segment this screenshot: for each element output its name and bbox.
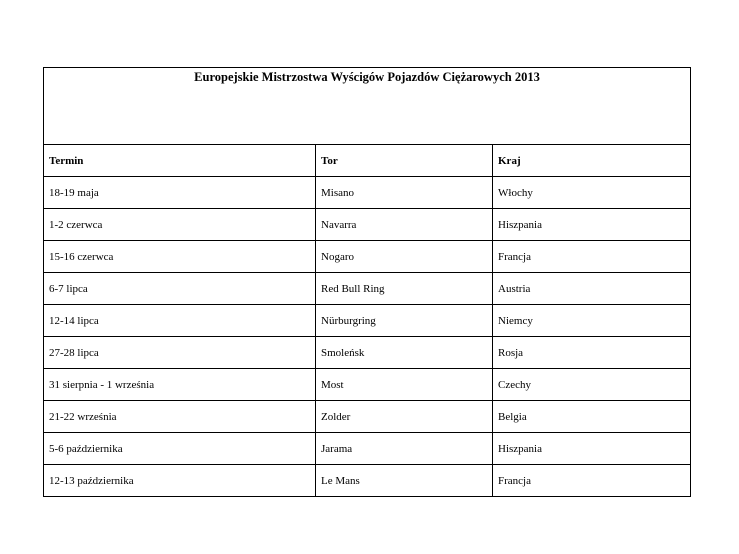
country-cell: Hiszpania xyxy=(493,433,691,465)
track-cell: Most xyxy=(316,369,493,401)
table-row xyxy=(44,433,691,465)
country-cell: Francja xyxy=(493,241,691,273)
table-row xyxy=(44,241,691,273)
track-cell: Nogaro xyxy=(316,241,493,273)
date-cell: 12-13 października xyxy=(44,465,316,497)
date-cell: 27-28 lipca xyxy=(44,337,316,369)
table-body xyxy=(44,68,691,497)
date-cell: 18-19 maja xyxy=(44,177,316,209)
table-row xyxy=(44,401,691,433)
country-cell: Belgia xyxy=(493,401,691,433)
table-title: Europejskie Mistrzostwa Wyścigów Pojazdów Ciężarowych 2013 xyxy=(44,68,691,145)
track-cell: Red Bull Ring xyxy=(316,273,493,305)
country-cell: Francja xyxy=(493,465,691,497)
column-header-termin: Termin xyxy=(44,145,316,177)
track-cell: Misano xyxy=(316,177,493,209)
track-cell: Zolder xyxy=(316,401,493,433)
date-cell: 12-14 lipca xyxy=(44,305,316,337)
table-row xyxy=(44,465,691,497)
date-cell: 31 sierpnia - 1 września xyxy=(44,369,316,401)
country-cell: Hiszpania xyxy=(493,209,691,241)
country-cell: Rosja xyxy=(493,337,691,369)
table-row xyxy=(44,337,691,369)
table-row xyxy=(44,209,691,241)
country-cell: Włochy xyxy=(493,177,691,209)
title-row xyxy=(44,68,691,145)
header-row xyxy=(44,145,691,177)
date-cell: 1-2 czerwca xyxy=(44,209,316,241)
table-row xyxy=(44,305,691,337)
date-cell: 6-7 lipca xyxy=(44,273,316,305)
track-cell: Jarama xyxy=(316,433,493,465)
country-cell: Austria xyxy=(493,273,691,305)
track-cell: Nürburgring xyxy=(316,305,493,337)
country-cell: Czechy xyxy=(493,369,691,401)
country-cell: Niemcy xyxy=(493,305,691,337)
table-row xyxy=(44,177,691,209)
track-cell: Navarra xyxy=(316,209,493,241)
column-header-kraj: Kraj xyxy=(493,145,691,177)
table-row xyxy=(44,273,691,305)
table-row xyxy=(44,369,691,401)
date-cell: 21-22 września xyxy=(44,401,316,433)
date-cell: 5-6 października xyxy=(44,433,316,465)
date-cell: 15-16 czerwca xyxy=(44,241,316,273)
track-cell: Le Mans xyxy=(316,465,493,497)
column-header-tor: Tor xyxy=(316,145,493,177)
race-schedule-table xyxy=(43,67,691,497)
track-cell: Smoleńsk xyxy=(316,337,493,369)
